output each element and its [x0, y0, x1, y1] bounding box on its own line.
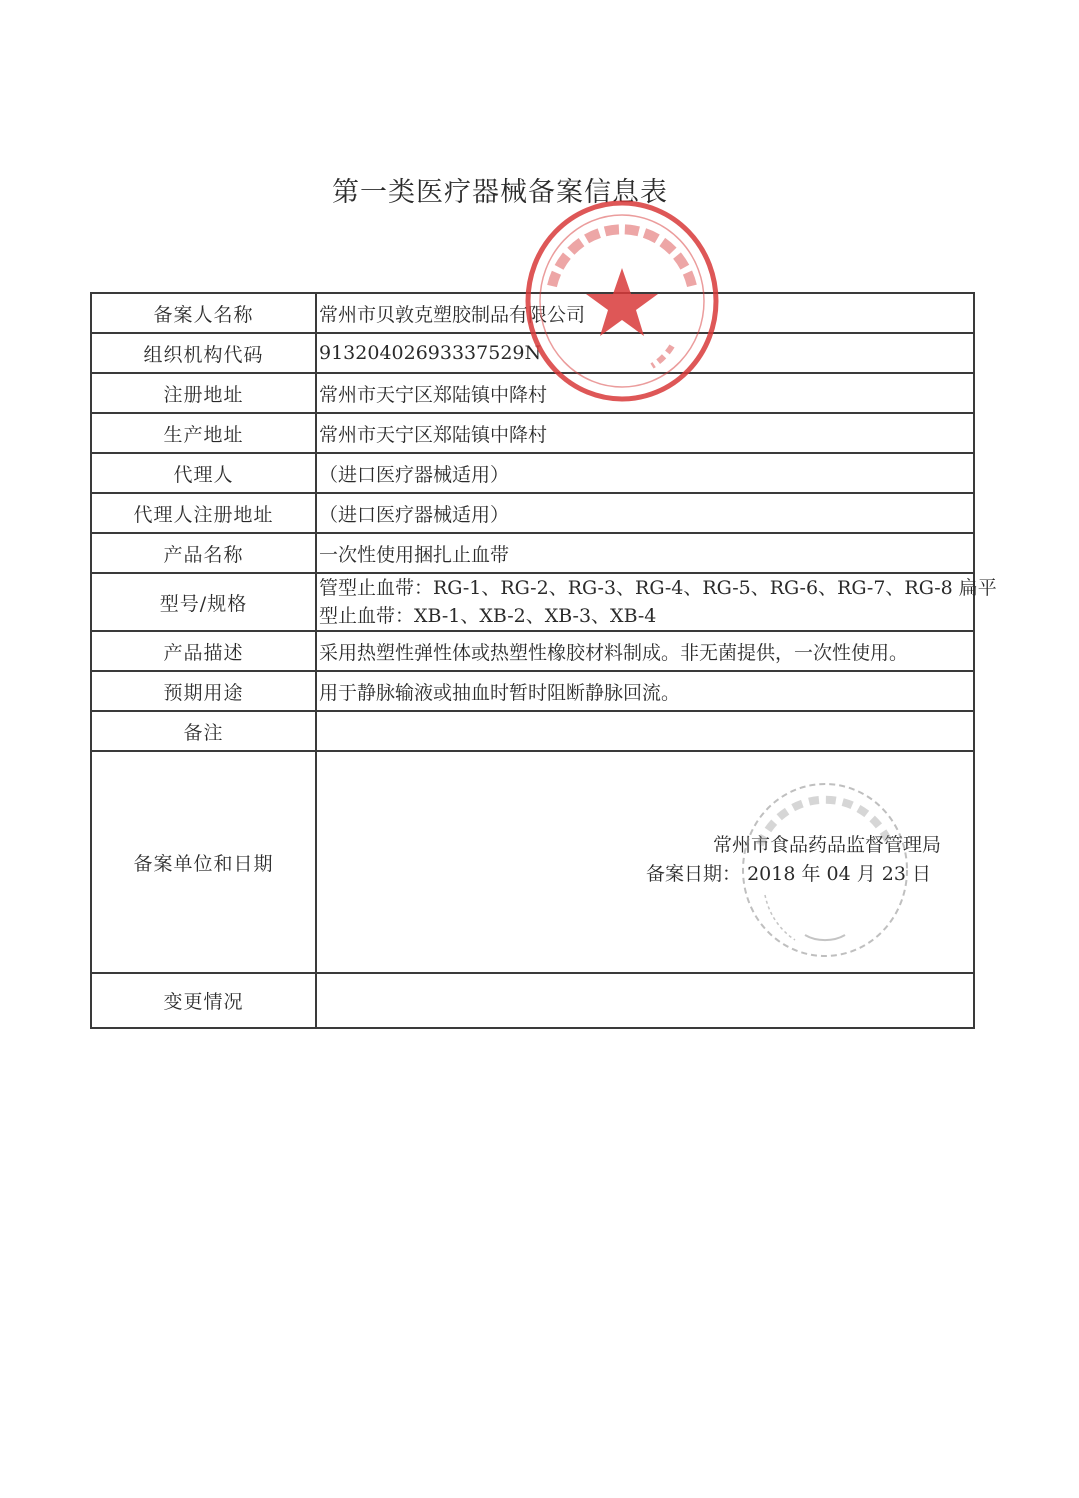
record-table: [90, 292, 997, 1029]
table-row: [91, 453, 974, 493]
label-agent: 代理人: [91, 453, 316, 493]
table-row: [91, 711, 974, 751]
value-agent-address: （进口医疗器械适用）: [316, 493, 974, 533]
value-agent: （进口医疗器械适用）: [316, 453, 974, 493]
table-row: [91, 671, 974, 711]
table-row: [91, 631, 974, 671]
table-row: [91, 413, 974, 453]
label-org-code: 组织机构代码: [91, 333, 316, 373]
label-agent-address: 代理人注册地址: [91, 493, 316, 533]
label-applicant-name: 备案人名称: [91, 293, 316, 333]
value-changes: [316, 973, 974, 1028]
table-row: [91, 293, 974, 333]
label-registered-address: 注册地址: [91, 373, 316, 413]
model-spec-line-2: 型止血带：XB-1、XB-2、XB-3、XB-4: [319, 605, 657, 627]
value-remarks: [316, 711, 974, 751]
table-row: [91, 573, 974, 631]
table-row: [91, 333, 974, 373]
value-org-code: 91320402693337529N: [316, 333, 974, 373]
label-remarks: 备注: [91, 711, 316, 751]
value-filing-unit-date: [316, 751, 974, 973]
label-model-spec: 型号/规格: [91, 573, 316, 631]
value-registered-address: 常州市天宁区郑陆镇中降村: [316, 373, 974, 413]
value-model-spec: [316, 573, 997, 631]
filing-date: 备案日期： 2018 年 04 月 23 日: [646, 863, 931, 885]
value-applicant-name: 常州市贝敦克塑胶制品有限公司: [316, 293, 974, 333]
value-product-description: 采用热塑性弹性体或热塑性橡胶材料制成。非无菌提供，一次性使用。: [316, 631, 974, 671]
value-product-name: 一次性使用捆扎止血带: [316, 533, 974, 573]
label-changes: 变更情况: [91, 973, 316, 1028]
label-production-address: 生产地址: [91, 413, 316, 453]
agency-block: [319, 752, 971, 972]
table-row: [91, 373, 974, 413]
label-intended-use: 预期用途: [91, 671, 316, 711]
model-spec-line-1: 管型止血带：RG-1、RG-2、RG-3、RG-4、RG-5、RG-6、RG-7、RG-8 扁平: [319, 577, 997, 599]
agency-name: 常州市食品药品监督管理局: [712, 834, 941, 856]
value-production-address: 常州市天宁区郑陆镇中降村: [316, 413, 974, 453]
table-row: [91, 751, 974, 973]
label-product-name: 产品名称: [91, 533, 316, 573]
label-filing-unit-date: 备案单位和日期: [91, 751, 316, 973]
label-product-description: 产品描述: [91, 631, 316, 671]
table-row: [91, 493, 974, 533]
table-row: [91, 533, 974, 573]
value-intended-use: 用于静脉输液或抽血时暂时阻断静脉回流。: [316, 671, 974, 711]
page-title: 第一类医疗器械备案信息表: [332, 177, 668, 208]
table-row: [91, 973, 974, 1028]
